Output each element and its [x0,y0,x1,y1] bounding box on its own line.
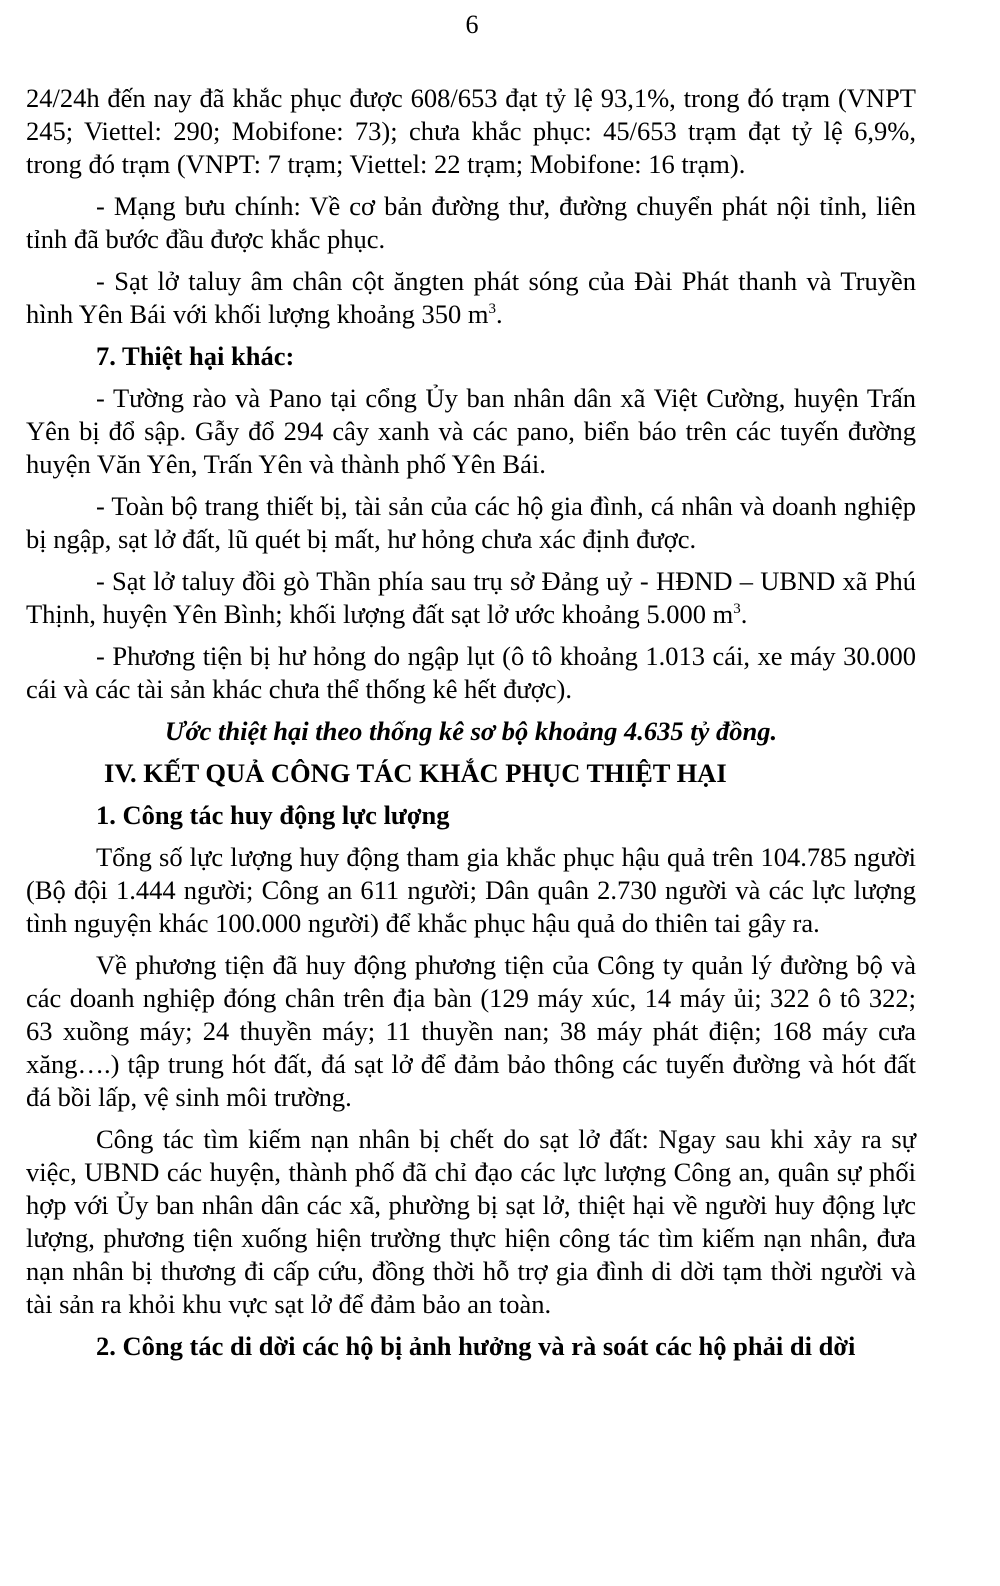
equipment-mobilization-paragraph: Về phương tiện đã huy động phương tiện của Công ty quản lý đường bộ và các doanh nghiệp đóng chân trên địa bàn (129 máy xúc, 14 máy ủi; 322 ô tô 322; 63 xuồng máy; 24 thuyền máy; 11 thuyền nan; 38 máy phát điện; 168 máy cưa xăng….) tập trung hót đất, đá sạt lở để đảm bảo thông các tuyến đường và hót đất đá bồi lấp, vệ sinh môi trường. [26,950,916,1112]
cubic-superscript: 3 [733,601,741,618]
equipment-damage-paragraph: - Toàn bộ trang thiết bị, tài sản của các hộ gia đình, cá nhân và doanh nghiệp bị ngập, sạt lở đất, lũ quét bị mất, hư hỏng chưa xác định được. [26,491,916,554]
vehicle-damage-paragraph: - Phương tiện bị hư hỏng do ngập lụt (ô tô khoảng 1.013 cái, xe máy 30.000 cái và các tài sản khác chưa thể thống kê hết được). [26,641,916,704]
postal-network-paragraph: - Mạng bưu chính: Về cơ bản đường thư, đường chuyển phát nội tỉnh, liên tỉnh đã bước đầu được khắc phục. [26,191,916,254]
fence-damage-paragraph: - Tường rào và Pano tại cổng Ủy ban nhân dân xã Việt Cường, huyện Trấn Yên bị đổ sập. Gẫy đổ 294 cây xanh và các pano, biển báo trên các tuyến đường huyện Văn Yên, Trấn Yên và thành phố Yên Bái. [26,383,916,479]
other-damage-heading: 7. Thiệt hại khác: [96,341,295,371]
antenna-landslide-text: - Sạt lở taluy âm chân cột ăngten phát sóng của Đài Phát thanh và Truyền hình Yên Bái với khối lượng khoảng 350 m [26,266,916,329]
forces-mobilization-heading: 1. Công tác huy động lực lượng [96,800,450,830]
hill-landslide-text: - Sạt lở taluy đồi gò Thần phía sau trụ sở Đảng uỷ - HĐND – UBND xã Phú Thịnh, huyện Yên Bình; khối lượng đất sạt lở ước khoảng 5.000 m [26,566,916,629]
document-body [26,82,916,1372]
antenna-landslide-end: . [495,299,503,329]
forces-paragraph: Tổng số lực lượng huy động tham gia khắc phục hậu quả trên 104.785 người (Bộ đội 1.444 người; Công an 611 người; Dân quân 2.730 người và các lực lượng tình nguyện khác 100.000 người) để khắc phục hậu quả do thiên tai gây ra. [26,842,916,938]
cubic-superscript: 3 [488,301,496,318]
telecom-stations-paragraph: 24/24h đến nay đã khắc phục được 608/653 đạt tỷ lệ 93,1%, trong đó trạm (VNPT 245; Viettel: 290; Mobifone: 73); chưa khắc phục: 45/653 trạm đạt tỷ lệ 6,9%, trong đó trạm (VNPT: 7 trạm; Viettel: 22 trạm; Mobifone: 16 trạm). [26,83,916,179]
hill-landslide-paragraph [26,565,916,631]
relocation-heading: 2. Công tác di dời các hộ bị ảnh hưởng và rà soát các hộ phải di dời [96,1331,856,1361]
damage-estimate-summary: Ước thiệt hại theo thống kê sơ bộ khoảng 4.635 tỷ đồng. [164,716,778,746]
section-iv-heading: IV. KẾT QUẢ CÔNG TÁC KHẮC PHỤC THIỆT HẠI [104,758,727,788]
victim-search-paragraph: Công tác tìm kiếm nạn nhân bị chết do sạt lở đất: Ngay sau khi xảy ra sự việc, UBND các huyện, thành phố đã chỉ đạo các lực lượng Công an, quân sự phối hợp với Ủy ban nhân dân các xã, phường bị sạt lở, thiệt hại về người huy động lực lượng, phương tiện xuống hiện trường thực hiện công tác tìm kiếm nạn nhân, đưa nạn nhân bị thương đi cấp cứu, đồng thời hỗ trợ gia đình di dời tạm thời người và tài sản ra khỏi khu vực sạt lở để đảm bảo an toàn. [26,1124,916,1319]
antenna-landslide-paragraph [26,265,916,331]
hill-landslide-end: . [740,599,748,629]
page-number: 6 [465,10,479,39]
